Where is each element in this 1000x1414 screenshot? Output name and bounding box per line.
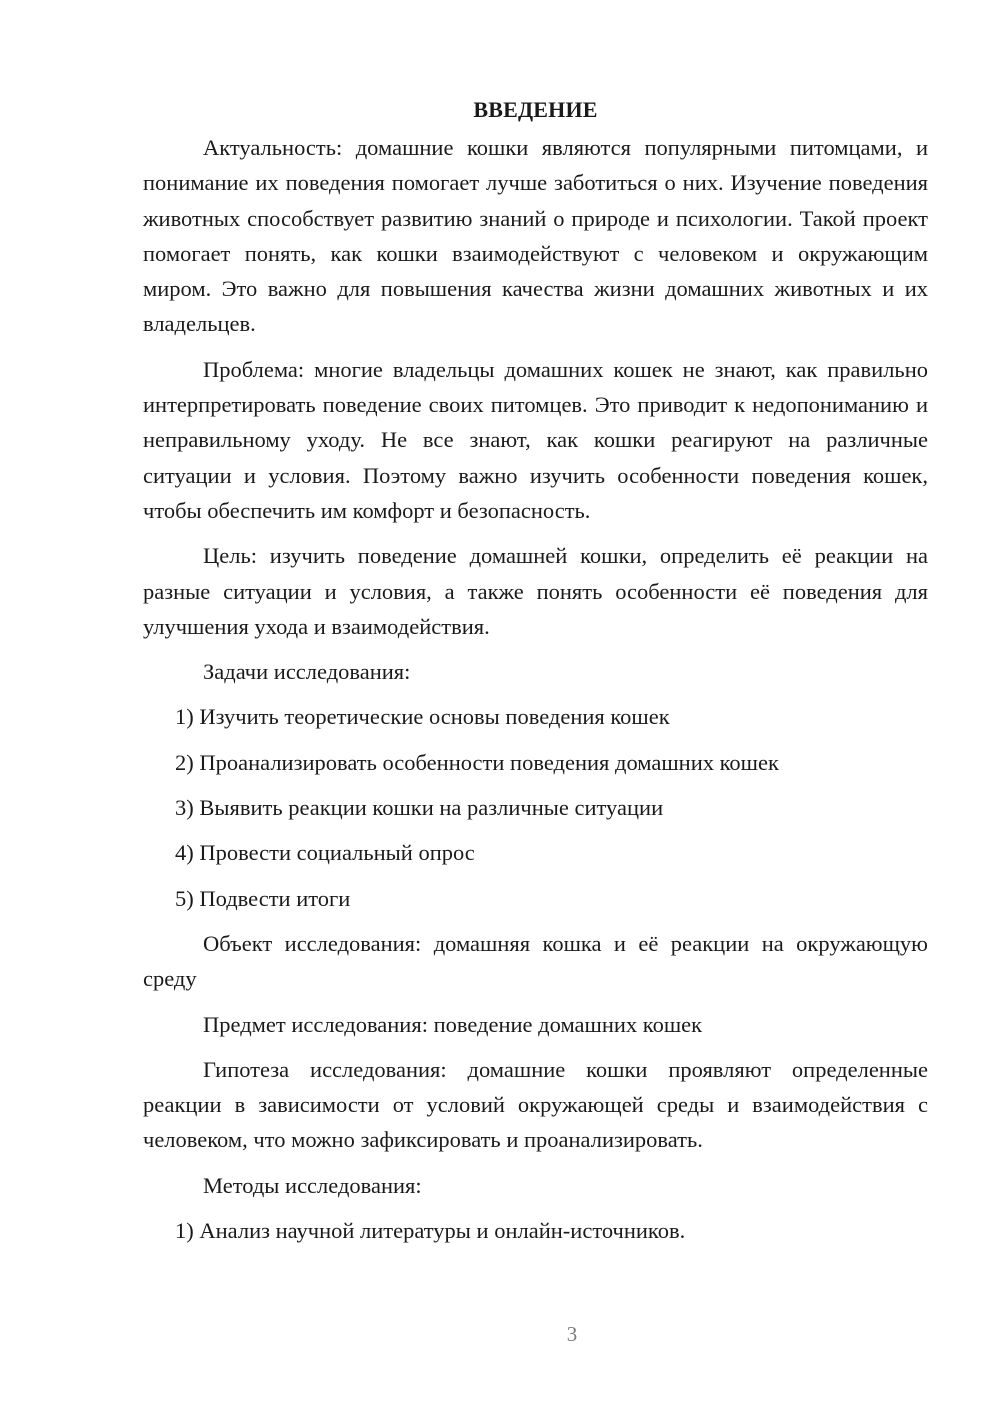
tasks-heading: Задачи исследования: [203,659,411,685]
task-item: 2) Проанализировать особенности поведения домашних кошек [175,749,779,775]
paragraph-relevance: Актуальность: домашние кошки являются популярными питомцами, и понимание их поведения помогает лучше заботиться о них. Изучение поведения животных способствует развитию знаний о природе и психологии. Такой проект помогает понять, как кошки взаимодействуют с человеком и окружающим миром. Это важно для повышения качества жизни домашних животных и их владельцев. [143,135,928,337]
section-title: ВВЕДЕНИЕ [473,97,598,122]
task-item: 1) Изучить теоретические основы поведения кошек [175,704,670,730]
paragraph-problem: Проблема: многие владельцы домашних кошек не знают, как правильно интерпретировать поведение своих питомцев. Это приводит к недопониманию и неправильному уходу. Не все знают, как кошки реагируют на различные ситуации и условия. Поэтому важно изучить особенности поведения кошек, чтобы обеспечить им комфорт и безопасность. [143,356,928,523]
task-item: 5) Подвести итоги [175,885,351,911]
method-item: 1) Анализ научной литературы и онлайн-источников. [175,1218,686,1244]
task-item: 3) Выявить реакции кошки на различные ситуации [175,795,664,821]
page-number: 3 [566,1322,578,1346]
methods-heading: Методы исследования: [203,1172,422,1198]
task-item: 4) Провести социальный опрос [175,840,475,866]
methods-list [143,1213,928,1248]
paragraph-object: Объект исследования: домашняя кошка и её реакции на окружающую среду [143,930,928,992]
paragraph-hypothesis: Гипотеза исследования: домашние кошки проявляют определенные реакции в зависимости от условий окружающей среды и взаимодействия с человеком, что можно зафиксировать и проанализировать. [143,1056,928,1153]
paragraph-goal: Цель: изучить поведение домашней кошки, определить её реакции на разные ситуации и условия, а также понять особенности её поведения для улучшения ухода и взаимодействия. [143,543,928,639]
document-page [143,92,928,1258]
tasks-list [143,699,928,915]
paragraph-subject: Предмет исследования: поведение домашних кошек [203,1011,703,1037]
